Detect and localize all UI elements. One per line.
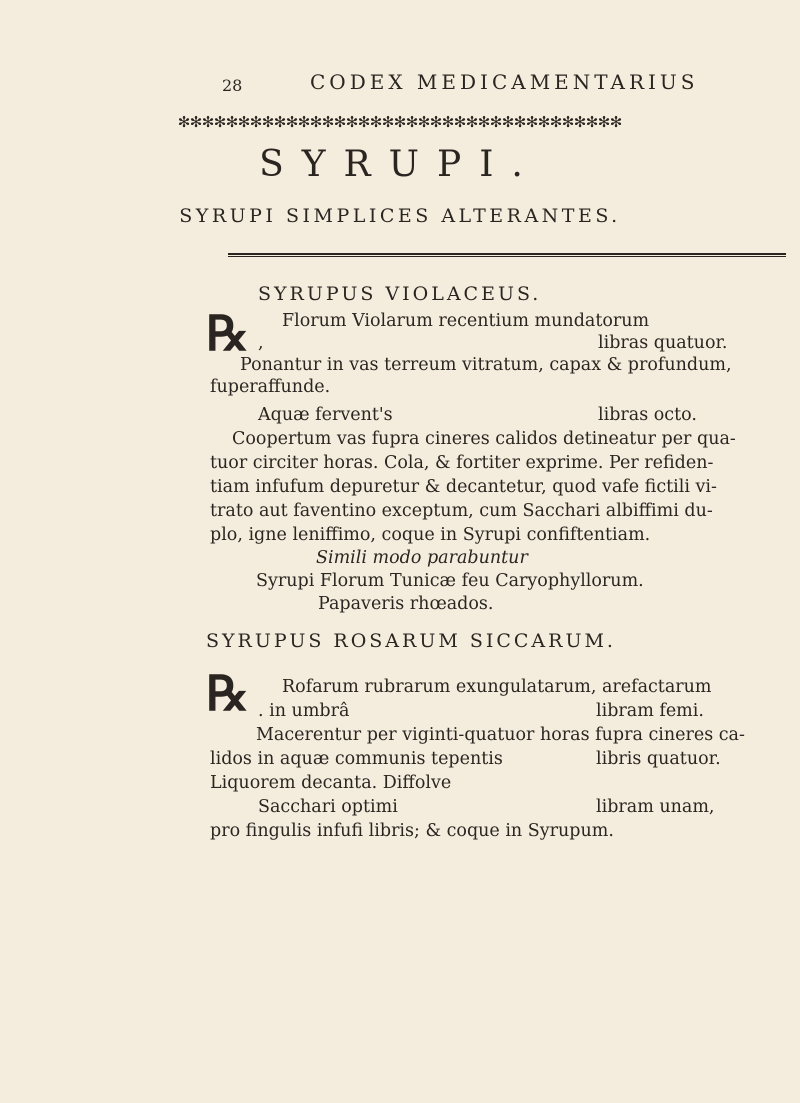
recipe-line: plo, igne leniffimo, coque in Syrupi confiftentiam. <box>210 525 651 545</box>
ornament-glyph: ✻ <box>201 113 215 131</box>
recipe-line-quantity: libris quatuor. <box>596 749 721 769</box>
ornament-glyph: ✻ <box>333 113 347 131</box>
ornament-glyph: ✻ <box>249 113 263 131</box>
recipe-line: Sacchari optimi <box>258 797 398 817</box>
ornament-glyph: ✻ <box>501 113 515 131</box>
rx-symbol: ℞ <box>206 306 250 362</box>
recipe-line: fuperaffunde. <box>210 377 331 397</box>
recipe-heading: SYRUPUS VIOLACEUS. <box>258 283 542 305</box>
ornament-glyph: ✻ <box>513 113 527 131</box>
double-rule <box>228 253 786 257</box>
recipe-line-quantity: libras octo. <box>598 405 697 425</box>
ornament-glyph: ✻ <box>441 113 455 131</box>
recipe-line-quantity: libram unam, <box>596 797 715 817</box>
recipe-line-quantity: libram femi. <box>596 701 704 721</box>
ornament-glyph: ✻ <box>477 113 491 131</box>
ornament-glyph: ✻ <box>297 113 311 131</box>
recipe-line: Florum Violarum recentium mundatorum <box>282 311 650 331</box>
ornament-glyph: ✻ <box>345 113 359 131</box>
page-number: 28 <box>222 76 243 95</box>
recipe-line: tiam infufum depuretur & decantetur, quod vafe fictili vi- <box>210 477 717 497</box>
ornament-glyph: ✻ <box>357 113 371 131</box>
recipe-line: tuor circiter horas. Cola, & fortiter exprime. Per refiden- <box>210 453 714 473</box>
ornament-glyph: ✻ <box>393 113 407 131</box>
ornament-glyph: ✻ <box>453 113 467 131</box>
recipe-line: lidos in aquæ communis tepentis <box>210 749 503 769</box>
recipe-line: Papaveris rhœados. <box>318 594 494 614</box>
recipe-line: Liquorem decanta. Diffolve <box>210 773 452 793</box>
section-title: SYRUPI. <box>259 144 541 185</box>
recipe-line: trato aut faventino exceptum, cum Sacchari albiffimi du- <box>210 501 713 521</box>
ornament-glyph: ✻ <box>381 113 395 131</box>
ornament-glyph: ✻ <box>273 113 287 131</box>
recipe-line: pro fingulis infufi libris; & coque in Syrupum. <box>210 821 614 841</box>
recipe-line: Ponantur in vas terreum vitratum, capax & profundum, <box>240 355 732 375</box>
recipe-line: Syrupi Florum Tunicæ feu Caryophyllorum. <box>256 571 644 591</box>
ornament-glyph: ✻ <box>549 113 563 131</box>
recipe-line: , <box>258 333 264 353</box>
ornament-glyph: ✻ <box>609 113 622 131</box>
recipe-line: Macerentur per viginti-quatuor horas fupra cineres ca- <box>256 725 745 745</box>
ornament-glyph: ✻ <box>225 113 239 131</box>
recipe-line: . in umbrâ <box>258 701 350 721</box>
ornament-glyph: ✻ <box>261 113 275 131</box>
ornament-glyph: ✻ <box>321 113 335 131</box>
ornament-glyph: ✻ <box>405 113 419 131</box>
ornament-glyph: ✻ <box>237 113 251 131</box>
recipe-line: Rofarum rubrarum exungulatarum, arefactarum <box>282 677 712 697</box>
ornament-glyph: ✻ <box>573 113 587 131</box>
ornament-glyph: ✻ <box>189 113 203 131</box>
rx-symbol: ℞ <box>206 666 250 722</box>
recipe-italic-note: Simili modo parabuntur <box>316 548 528 568</box>
ornament-glyph: ✻ <box>178 113 191 131</box>
ornament-glyph: ✻ <box>285 113 299 131</box>
ornament-svg <box>178 110 622 132</box>
ornament-glyph: ✻ <box>561 113 575 131</box>
recipe-line: Coopertum vas fupra cineres calidos detineatur per qua- <box>232 429 736 449</box>
ornament-glyph: ✻ <box>465 113 479 131</box>
recipe-line-quantity: libras quatuor. <box>598 333 728 353</box>
ornament-glyph: ✻ <box>489 113 503 131</box>
ornament-glyph: ✻ <box>537 113 551 131</box>
ornament-band <box>178 110 622 132</box>
ornament-glyph: ✻ <box>429 113 443 131</box>
recipe-line: Aquæ fervent's <box>258 405 393 425</box>
section-subtitle: SYRUPI SIMPLICES ALTERANTES. <box>179 205 621 227</box>
ornament-glyph: ✻ <box>369 113 383 131</box>
ornament-glyph: ✻ <box>585 113 599 131</box>
running-head <box>222 70 699 100</box>
ornament-glyph: ✻ <box>525 113 539 131</box>
ornament-glyph: ✻ <box>213 113 227 131</box>
ornament-glyph: ✻ <box>309 113 323 131</box>
recipe-heading: SYRUPUS ROSARUM SICCARUM. <box>206 630 616 652</box>
running-title: CODEX MEDICAMENTARIUS <box>310 70 699 94</box>
ornament-glyph: ✻ <box>417 113 431 131</box>
ornament-glyph: ✻ <box>597 113 611 131</box>
